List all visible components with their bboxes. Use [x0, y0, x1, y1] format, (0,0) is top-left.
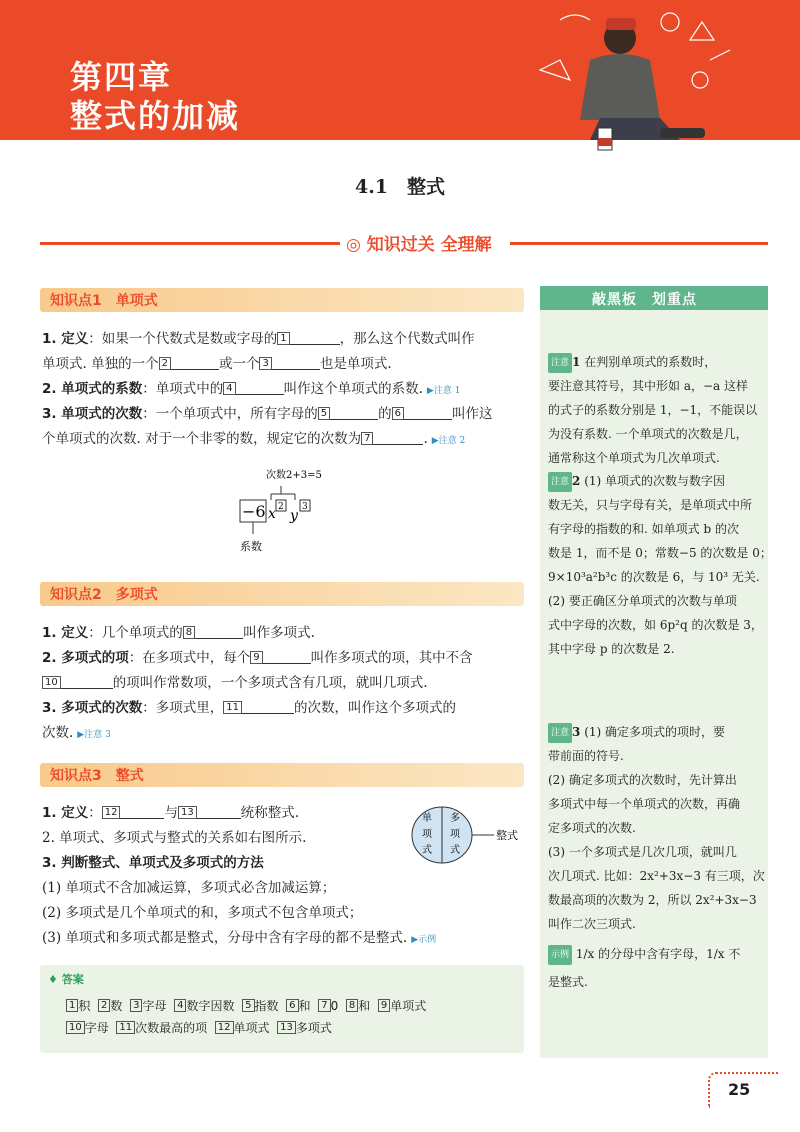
text: 个单项式的次数. 对于一个非零的数，规定它的次数为 — [42, 431, 362, 447]
diag-exp-x: 2 — [278, 502, 284, 512]
text: ：如果一个代数式是数或字母的 — [88, 331, 278, 347]
text: 叫作这 — [451, 406, 493, 422]
answer-text: 多项式 — [295, 1021, 332, 1035]
chapter-title — [70, 58, 240, 136]
answer-num: 1 — [66, 999, 78, 1012]
answer-num: 2 — [98, 999, 110, 1012]
chapter-name: 整式的加减 — [70, 97, 241, 136]
banner-label: 知识过关 全理解 — [366, 235, 492, 255]
sidebar-title: 敲黑板 划重点 — [592, 292, 697, 308]
kp3-line2: 2. 单项式、多项式与整式的关系如右图所示. — [42, 830, 307, 846]
term: 2. 多项式的项 — [42, 650, 129, 666]
monomial-diagram — [238, 468, 338, 558]
kp1-title: 知识点1 单项式 — [50, 293, 158, 309]
answer-blank[interactable] — [120, 805, 164, 819]
note1-line: 要注意其符号，其中形如 a，−a 这样 — [548, 379, 748, 393]
term: 1. 定义 — [42, 625, 89, 641]
answer-text: 数字因数 — [186, 999, 235, 1013]
text: 与 — [164, 805, 178, 821]
note2-line: 式中字母的次数，如 6p²q 的次数是 3， — [548, 618, 763, 632]
example-link[interactable]: ▶示例 — [411, 935, 437, 945]
venn-polynomial-3: 式 — [450, 845, 460, 856]
answer-text: 和 — [298, 999, 311, 1013]
note3-line: 数最高项的次数为 2，所以 2x²+3x−3 — [548, 893, 757, 907]
venn-monomial-2: 项 — [422, 829, 432, 840]
blank-number: 5 — [318, 407, 330, 420]
kp1-header — [40, 288, 524, 312]
answer-tag-label: 答案 — [61, 973, 84, 986]
text: 的项叫作常数项，一个多项式含有几项，就叫几项式. — [112, 675, 428, 691]
section-title: 4.1 整式 — [354, 176, 446, 198]
note2-line: (2) 要正确区分单项式的次数与单项 — [548, 594, 737, 608]
kp1-line2 — [42, 353, 392, 375]
text: . — [423, 431, 428, 447]
blank-number: 8 — [183, 626, 195, 639]
answer-text: 单项式 — [390, 999, 427, 1013]
answer-text: 指数 — [254, 999, 279, 1013]
answer-text: 次数最高的项 — [135, 1021, 208, 1035]
kp2-line2 — [42, 647, 473, 669]
answer-num: 3 — [130, 999, 142, 1012]
lightbulb-icon: ♦ — [48, 973, 58, 986]
student-illustration — [520, 0, 790, 165]
blank-number: 7 — [361, 432, 373, 445]
note3-line: 带前面的符号. — [548, 749, 624, 763]
note3-line: (2) 确定多项式的次数时，先计算出 — [548, 773, 737, 787]
kp1-line4 — [42, 403, 492, 425]
note-text: 在判别单项式的系数时， — [584, 355, 717, 369]
text: 或一个 — [218, 356, 260, 372]
term: 1. 定义 — [42, 805, 89, 821]
answer-num: 8 — [346, 999, 358, 1012]
note-tag-label: 注意 — [551, 728, 570, 738]
diag-y: y — [290, 508, 298, 524]
answer-blank[interactable] — [242, 700, 294, 714]
note-number: 2 — [572, 474, 581, 488]
venn-monomial-1: 单 — [422, 813, 432, 824]
text: 统称整式. — [240, 805, 299, 821]
text: ：多项式里， — [142, 700, 224, 716]
note-link[interactable]: ▶注意 1 — [426, 386, 461, 396]
answer-blank[interactable] — [373, 431, 423, 445]
kp2-line3 — [42, 672, 428, 694]
answer-blank[interactable] — [236, 381, 284, 395]
answer-num: 13 — [277, 1021, 296, 1034]
diag-exp-y: 3 — [302, 502, 308, 512]
example-line1 — [548, 944, 740, 965]
note3-line: 叫作二次三项式. — [548, 917, 636, 931]
venn-polynomial-2: 项 — [450, 829, 460, 840]
note1-line: 的式子的系数分别是 1，−1，不能误以 — [548, 403, 758, 417]
kp3-line4: (1) 单项式不含加减运算，多项式必含加减运算； — [42, 880, 336, 896]
text: 也是单项式. — [319, 356, 392, 372]
venn-label: 整式 — [496, 829, 518, 842]
kp3-line1 — [42, 802, 299, 824]
note3-line1 — [548, 722, 725, 743]
answer-num: 12 — [215, 1021, 234, 1034]
kp1-line5 — [42, 428, 465, 452]
answer-text: 和 — [358, 999, 371, 1013]
answer-text: 0 — [330, 999, 339, 1013]
blank-number: 4 — [223, 382, 235, 395]
answer-text: 单项式 — [233, 1021, 270, 1035]
diag-x: x — [268, 506, 276, 522]
text: 的次数，叫作这个多项式的 — [293, 700, 456, 716]
answer-text: 数 — [110, 999, 123, 1013]
note2-line1 — [548, 471, 725, 492]
answer-row-1 — [66, 997, 426, 1014]
text: ：单项式中的 — [142, 381, 224, 397]
blank-number: 12 — [102, 806, 121, 819]
note2-line: 其中字母 p 的次数是 2. — [548, 642, 675, 656]
page-number: 25 — [728, 1080, 751, 1099]
kp2-header — [40, 582, 524, 606]
text: ：几个单项式的 — [88, 625, 183, 641]
banner-text — [340, 230, 498, 255]
text: 次数. — [42, 725, 74, 741]
text: 的 — [378, 406, 392, 422]
note2-tag — [548, 472, 572, 492]
note3-line: 次几项式. 比如：2x²+3x−3 有三项，次 — [548, 869, 765, 883]
answer-blank[interactable] — [171, 356, 219, 370]
text: ：在多项式中，每个 — [128, 650, 251, 666]
note3-line: 定多项式的次数. — [548, 821, 636, 835]
note2-line: 数是 1，而不是 0；常数−5 的次数是 0； — [548, 546, 772, 560]
text: (3) 单项式和多项式都是整式，分母中含有字母的都不是整式. — [42, 930, 408, 946]
answer-blank[interactable] — [263, 650, 311, 664]
kp2-line5 — [42, 722, 111, 746]
kp1-line1 — [42, 328, 475, 350]
knowledge-banner — [40, 230, 768, 256]
answer-num: 7 — [318, 999, 330, 1012]
term: 3. 多项式的次数 — [42, 700, 143, 716]
kp3-title: 知识点3 整式 — [50, 768, 144, 784]
note-link[interactable]: ▶注意 2 — [431, 436, 466, 446]
note-number: 1 — [572, 355, 581, 369]
note2-line: 有字母的指数的和. 如单项式 b 的次 — [548, 522, 739, 536]
answer-box — [40, 965, 524, 1053]
venn-monomial-3: 式 — [422, 845, 432, 856]
kp2-line4 — [42, 697, 456, 719]
polynomial-venn-diagram — [410, 805, 525, 865]
answer-blank[interactable] — [404, 406, 452, 420]
text: ，那么这个代数式叫作 — [339, 331, 475, 347]
example-tag — [548, 945, 572, 965]
text: 叫作多项式的项，其中不含 — [310, 650, 473, 666]
answer-blank[interactable] — [290, 331, 340, 345]
note-link[interactable]: ▶注意 3 — [77, 730, 111, 740]
kp3-line3: 3. 判断整式、单项式及多项式的方法 — [42, 855, 264, 871]
answer-text: 字母 — [142, 999, 167, 1013]
blank-number: 2 — [159, 357, 171, 370]
example-tag-label: 示例 — [551, 950, 570, 960]
diag-degree-label: 次数2+3=5 — [266, 470, 322, 481]
note1-line1 — [548, 352, 716, 373]
kp2-title: 知识点2 多项式 — [50, 587, 158, 603]
answer-num: 6 — [286, 999, 298, 1012]
note2-line: 9×10³a²b³c 的次数是 6，与 10³ 无关. — [548, 570, 760, 584]
answer-blank[interactable] — [195, 625, 243, 639]
term: 1. 定义 — [42, 331, 89, 347]
note3-line: 多项式中每一个单项式的次数，再确 — [548, 797, 741, 811]
diag-coef-label: 系数 — [240, 540, 262, 553]
diag-coefficient: −6 — [242, 502, 266, 521]
banner-line-right — [510, 242, 768, 245]
blank-number: 9 — [250, 651, 262, 664]
note1-tag — [548, 353, 572, 373]
venn-polynomial-1: 多 — [450, 813, 460, 824]
note-tag-label: 注意 — [551, 477, 570, 487]
note1-line: 为没有系数. 一个单项式的次数是几， — [548, 427, 748, 441]
note3-tag — [548, 723, 572, 743]
kp3-line5: (2) 多项式是几个单项式的和，多项式不包含单项式； — [42, 905, 363, 921]
answer-blank[interactable] — [330, 406, 378, 420]
blank-number: 1 — [277, 332, 289, 345]
answer-blank[interactable] — [272, 356, 320, 370]
answer-row-2 — [66, 1019, 332, 1036]
blank-number: 13 — [178, 806, 197, 819]
chapter-number: 第四章 — [70, 58, 173, 96]
answer-num: 9 — [378, 999, 390, 1012]
note2-line: 数无关，只与字母有关，是单项式中所 — [548, 498, 753, 512]
answer-text: 积 — [78, 999, 91, 1013]
kp3-header — [40, 763, 524, 787]
answer-num: 11 — [116, 1021, 135, 1034]
example-text: 1/x 的分母中含有字母，1/x 不 — [575, 947, 741, 961]
note-tag-label: 注意 — [551, 358, 570, 368]
term: 3. 单项式的次数 — [42, 406, 143, 422]
note1-line: 通常称这个单项式为几次单项式. — [548, 451, 720, 465]
answer-text: 字母 — [84, 1021, 109, 1035]
example-line2: 是整式. — [548, 975, 588, 989]
text: 叫作多项式. — [243, 625, 315, 641]
answer-num: 10 — [66, 1021, 85, 1034]
banner-line-left — [40, 242, 340, 245]
text: 单项式. 单独的一个 — [42, 356, 159, 372]
kp2-line1 — [42, 622, 315, 644]
answer-num: 4 — [174, 999, 186, 1012]
blank-number: 10 — [42, 676, 61, 689]
blank-number: 11 — [223, 701, 242, 714]
text: ： — [88, 805, 102, 821]
note-text: (1) 确定多项式的项时，要 — [584, 725, 726, 739]
target-icon: ◎ — [346, 235, 361, 255]
page-number-badge — [708, 1072, 778, 1108]
term: 2. 单项式的系数 — [42, 381, 143, 397]
answer-blank[interactable] — [61, 675, 113, 689]
kp3-line6 — [42, 927, 436, 951]
note3-line: (3) 一个多项式是几次几项，就叫几 — [548, 845, 737, 859]
answer-num: 5 — [242, 999, 254, 1012]
note-number: 3 — [572, 725, 581, 739]
blank-number: 3 — [259, 357, 271, 370]
sidebar-header — [540, 286, 768, 310]
answer-tag — [48, 971, 84, 987]
blank-number: 6 — [392, 407, 404, 420]
text: ：一个单项式中，所有字母的 — [142, 406, 318, 422]
text: 叫作这个单项式的系数. — [283, 381, 423, 397]
answer-blank[interactable] — [197, 805, 241, 819]
kp1-line3 — [42, 378, 460, 402]
note-text: (1) 单项式的次数与数字因 — [584, 474, 726, 488]
